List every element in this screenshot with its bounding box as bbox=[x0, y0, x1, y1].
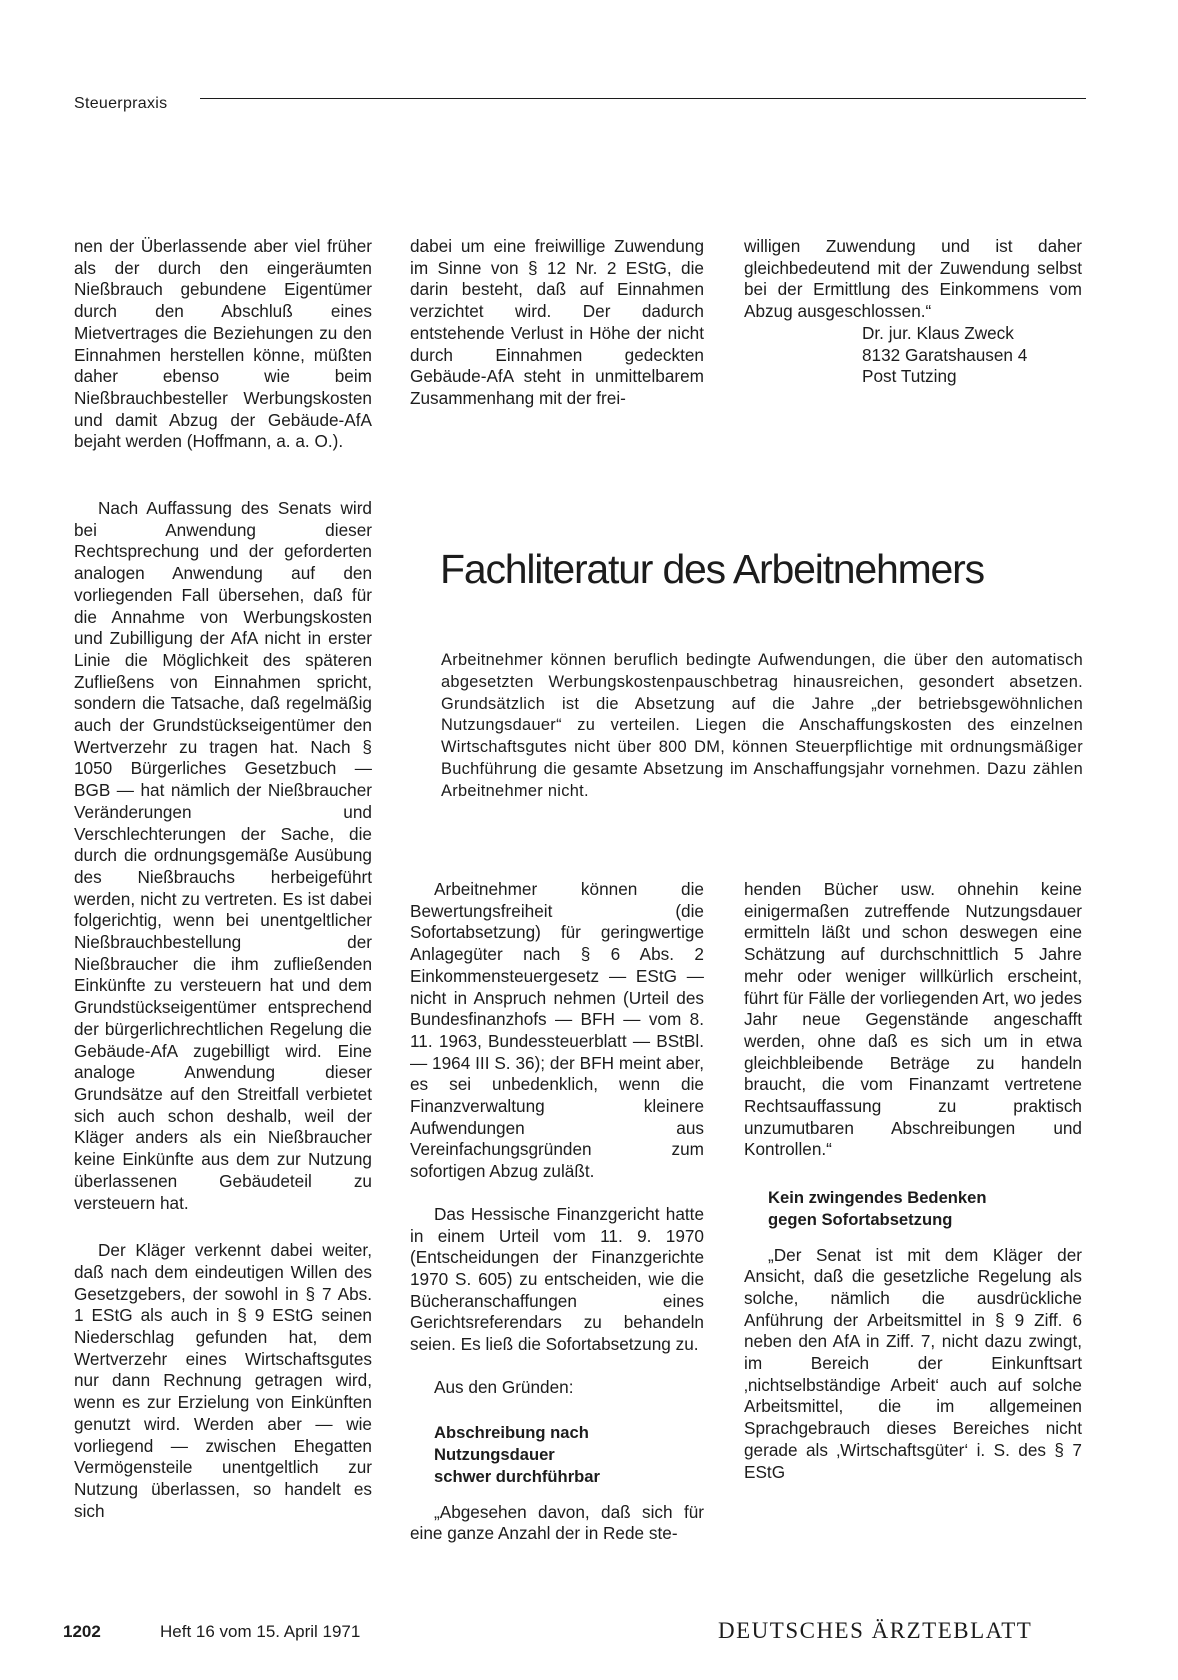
top-column-2 bbox=[410, 236, 704, 410]
left-column-paragraph: Nach Auffassung des Senats wird bei Anwendung dieser Rechtsprechung und der geforderten analogen Anwendung auf den vorliegenden Fall übersehen, daß für die Annahme von Werbungskosten und Zubilligung der AfA nicht in erster Linie die Möglichkeit des späteren Zufließens von Einnahmen spricht, sondern die Tatsache, daß regelmäßig auch der Grundstückseigentümer den Wertverzehr zu tragen hat. Nach § 1050 Bürgerliches Gesetzbuch — BGB — hat nämlich der Nießbraucher Veränderungen und Verschlechterungen der Sache, die durch die ordnungsgemäße Ausübung des Nießbrauchs herbeigeführt werden, nicht zu vertreten. Es ist dabei folgerichtig, wenn bei unentgeltlicher Nießbrauchbestellung der Nießbraucher die ihm zufließenden Einkünfte zu versteuern hat und dem Grundstückseigentümer entsprechend der bürgerlichrechtlichen Regelung die Gebäude-AfA zugebilligt wird. Eine analoge Anwendung dieser Grundsätze auf den Streitfall verbietet sich auch schon deshalb, weil der Kläger anders als ein Nießbraucher keine Einkünfte aus dem zur Nutzung überlassenen Gebäudeteil zu versteuern hat. bbox=[74, 498, 372, 1213]
paragraph-spacer bbox=[74, 1214, 372, 1240]
author-name: Dr. jur. Klaus Zweck bbox=[862, 322, 1014, 343]
subheading-line: gegen Sofortabsetzung bbox=[768, 1209, 953, 1229]
subheading-line: schwer durchführbar bbox=[434, 1466, 600, 1486]
top-column-1-text: nen der Überlassende aber viel früher als der durch den eingeräumten Nießbrauch gebundene Eigentümer durch den Abschluß eines Mietvertrages die Beziehungen zu den Einnahmen herstellen könne, müßten daher ebenso wie beim Nießbrauchbesteller Werbungskosten und damit Abzug der Gebäude-AfA bejaht werden (Hoffmann, a. a. O.). bbox=[74, 236, 372, 452]
top-column-2-text: dabei um eine freiwillige Zuwendung im Sinne von § 12 Nr. 2 EStG, die darin besteht, daß auf Einnahmen verzichtet wird. Der dadurch entstehende Verlust in Höhe der nicht durch Einnahmen gedeckten Gebäude-AfA steht in unmittelbarem Zusammenhang mit der frei- bbox=[410, 236, 704, 408]
article-column-b bbox=[744, 879, 1082, 1483]
paragraph-spacer bbox=[410, 1356, 704, 1377]
article-paragraph: „Abgesehen davon, daß sich für eine ganze Anzahl der in Rede ste- bbox=[410, 1501, 704, 1544]
subheading-line: Kein zwingendes Bedenken bbox=[768, 1188, 987, 1208]
subheading-line: Abschreibung nach bbox=[434, 1423, 589, 1443]
reasons-label: Aus den Gründen: bbox=[434, 1376, 574, 1397]
left-column-paragraph: Der Kläger verkennt dabei weiter, daß nach dem eindeutigen Willen des Gesetzgebers, der sowohl in § 7 Abs. 1 EStG als auch in § 9 EStG seinen Niederschlag gefunden hat, dem Wertverzehr eines Wirtschaftsgutes nur dann Rechnung getragen wird, wenn es zur Erzielung von Einkünften genutzt wird. Werden aber — wie vorliegend — zwischen Ehegatten Vermögensteile unentgeltlich zur Nutzung überlassen, so handelt es sich bbox=[74, 1240, 372, 1521]
page-number: 1202 bbox=[63, 1622, 101, 1641]
paragraph-spacer bbox=[410, 1488, 704, 1502]
author-address: 8132 Garatshausen 4 bbox=[862, 344, 1028, 365]
top-column-1 bbox=[74, 236, 372, 453]
paragraph-spacer bbox=[744, 1231, 1082, 1245]
subheading-line: Nutzungsdauer bbox=[434, 1445, 555, 1465]
top-column-3 bbox=[744, 236, 1082, 388]
article-paragraph: Das Hessische Finanzgericht hatte in einem Urteil vom 11. 9. 1970 (Entscheidungen der Finanzgerichte 1970 S. 605) zu entscheiden, wie die Bücheranschaffungen eines Gerichtsreferendars zu behandeln seien. Es ließ die Sofortabsetzung zu. bbox=[410, 1203, 704, 1355]
paragraph-spacer bbox=[410, 1398, 704, 1422]
article-paragraph: „Der Senat ist mit dem Kläger der Ansicht, daß die gesetzliche Regelung als solche, nämlich die ausdrückliche Anführung der Arbeitsmittel in § 9 Ziff. 6 neben den AfA in Ziff. 7, nicht dazu zwingt, im Bereich der Einkunftsart ‚nichtselbständige Arbeit‘ auch auf solche Arbeitsmittel, die im allgemeinen Sprachgebrauch dieses Bereiches nicht gerade als ‚Wirtschaftsgüter‘ i. S. des § 7 EStG bbox=[744, 1244, 1082, 1482]
top-column-3-text: willigen Zuwendung und ist daher gleichbedeutend mit der Zuwendung selbst bei der Ermittlung des Einkommens vom Abzug ausgeschlossen.“ bbox=[744, 236, 1082, 322]
journal-name: DEUTSCHES ÄRZTEBLATT bbox=[718, 1618, 1033, 1643]
issue-info: Heft 16 vom 15. April 1971 bbox=[160, 1622, 361, 1641]
running-header-label: Steuerpraxis bbox=[74, 95, 168, 112]
paragraph-spacer bbox=[744, 1161, 1082, 1187]
article-paragraph: Arbeitnehmer können die Bewertungsfreiheit (die Sofortabsetzung) für geringwertige Anlagegüter nach § 6 Abs. 2 Einkommensteuergesetz — EStG — nicht in Anspruch nehmen (Urteil des Bundesfinanzhofs — BFH — vom 8. 11. 1963, Bundessteuerblatt — BStBl. — 1964 III S. 36); der BFH meint aber, es sei unbedenklich, wenn die Finanzverwaltung kleinere Aufwendungen aus Vereinfachungsgründen zum sofortigen Abzug zuläßt. bbox=[410, 879, 704, 1182]
article-paragraph: henden Bücher usw. ohnehin keine einigermaßen zutreffende Nutzungsdauer ermitteln läßt und schon deswegen eine Schätzung auf durchschnittlich 5 Jahre mehr oder weniger willkürlich erscheint, führt für Fälle der vorliegenden Art, wo jedes Jahr neue Gegenstände angeschafft werden, ohne daß es sich um in etwa gleichbleibende Beträge zu handeln braucht, die vom Finanzamt vertretene Rechtsauffassung zu praktisch unzumutbaren Abschreibungen und Kontrollen.“ bbox=[744, 879, 1082, 1160]
header-rule bbox=[200, 98, 1086, 99]
article-title: Fachliteratur des Arbeitnehmers bbox=[440, 546, 984, 592]
left-column bbox=[74, 498, 372, 1522]
paragraph-spacer bbox=[410, 1183, 704, 1204]
author-post: Post Tutzing bbox=[862, 366, 957, 387]
article-lead: Arbeitnehmer können beruflich bedingte Aufwendungen, die über den automatisch abgesetzten Werbungskostenpauschbetrag hinausreichen, gesondert absetzen. Grundsätzlich ist die Absetzung auf die Jahre „der betriebsgewöhnlichen Nutzungsdauer“ zu verteilen. Liegen die Anschaffungskosten des einzelnen Wirtschaftsgutes nicht über 800 DM, können Steuerpflichtige mit ordnungsmäßiger Buchführung die gesamte Absetzung im Anschaffungsjahr vornehmen. Dazu zählen Arbeitnehmer nicht. bbox=[441, 651, 1083, 800]
article-column-a bbox=[410, 879, 704, 1545]
